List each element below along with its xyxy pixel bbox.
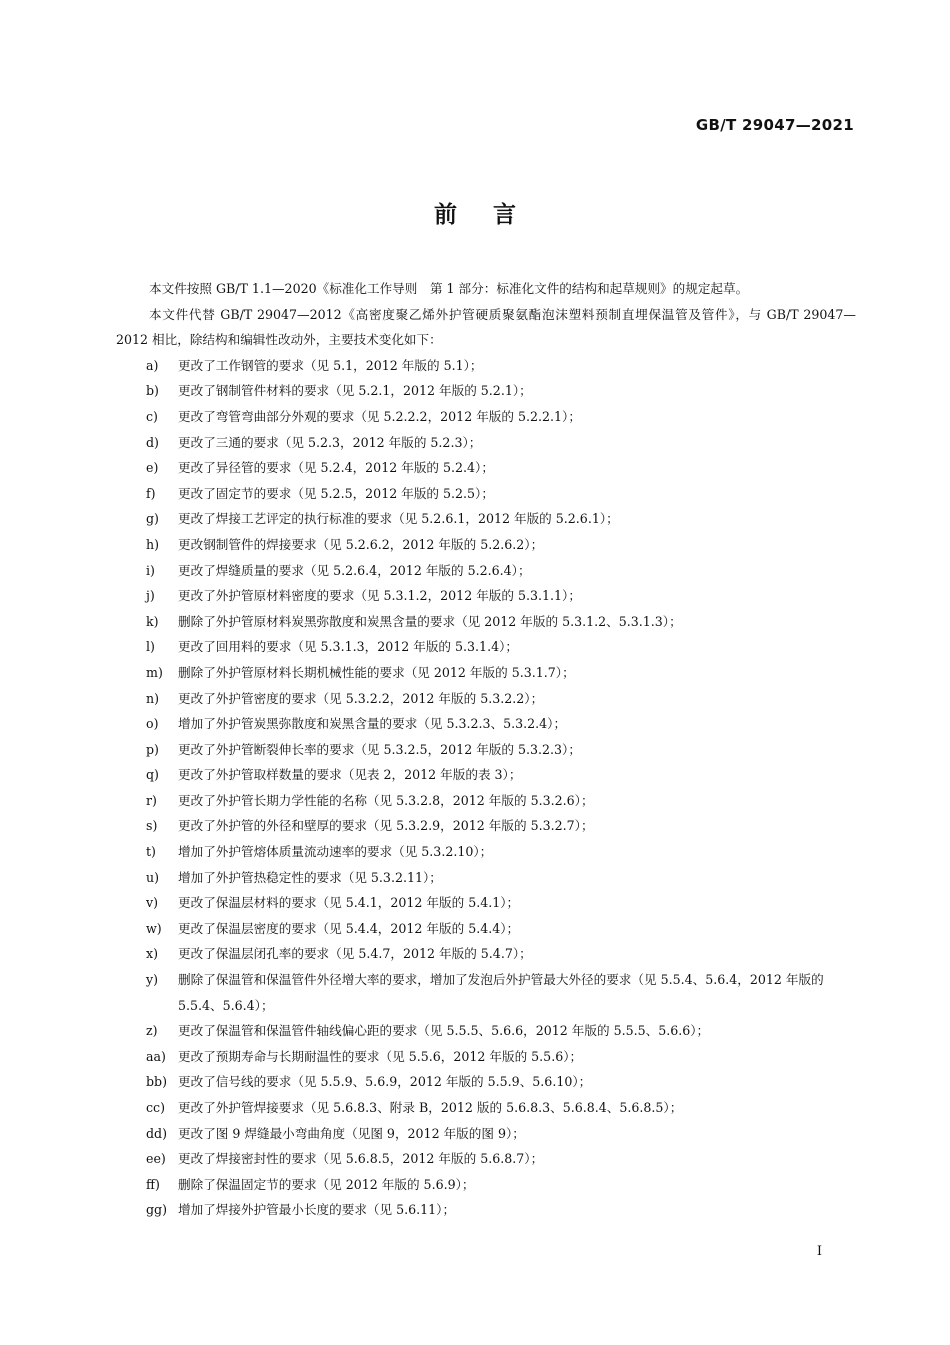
list-item [116,839,856,865]
list-item-marker: cc) [146,1100,166,1115]
page-number: I [816,1244,822,1259]
list-item [116,532,856,558]
list-item-marker: f) [146,485,156,501]
list-item-text: 增加了焊接外护管最小长度的要求（见 5.6.11）； [178,1202,456,1218]
list-item [116,1197,856,1223]
list-item-marker: bb) [146,1074,168,1090]
list-item-marker: t) [146,844,156,860]
list-item-text: 更改了焊缝质量的要求（见 5.2.6.4，2012 年版的 5.2.6.4）； [178,562,531,578]
list-item [116,711,856,737]
list-item-marker: d) [146,434,159,450]
list-item-marker: aa) [146,1048,166,1064]
standard-code: GB/T 29047—2021 [695,116,854,134]
list-item-text: 更改了预期寿命与长期耐温性的要求（见 5.5.6，2012 年版的 5.5.6）； [178,1048,583,1064]
intro-paragraph-drafting: 本文件按照 GB/T 1.1—2020《标准化工作导则 第 1 部分：标准化文件的结构和起草规则》的规定起草。 [149,281,749,296]
list-item-text: 更改了外护管原材料密度的要求（见 5.3.1.2，2012 年版的 5.3.1.1）； [178,588,581,604]
list-item [116,609,856,635]
list-item-marker: h) [146,536,160,552]
list-item-marker: l) [146,639,155,655]
list-item-marker: x) [146,946,159,962]
list-item-text: 更改了回用料的要求（见 5.3.1.3，2012 年版的 5.3.1.4）； [178,639,518,655]
list-item [116,916,856,942]
list-item-text: 更改了图 9 焊缝最小弯曲角度（见图 9，2012 年版的图 9）； [178,1125,525,1141]
list-item-marker: m) [146,664,163,680]
list-item-text: 增加了外护管炭黑弥散度和炭黑含量的要求（见 5.3.2.3、5.3.2.4）； [178,716,567,732]
list-item-marker: b) [146,383,159,399]
list-item-marker: v) [146,895,159,911]
foreword-body [116,276,856,1223]
list-item-text: 删除了外护管原材料长期机械性能的要求（见 2012 年版的 5.3.1.7）； [178,664,575,680]
list-item-text: 更改了焊接工艺评定的执行标准的要求（见 5.2.6.1，2012 年版的 5.2.6.1）； [178,511,619,527]
list-item-text: 删除了外护管原材料炭黑弥散度和炭黑含量的要求（见 2012 年版的 5.3.1.2、5.3.1.3）； [178,613,682,629]
list-item-marker: w) [146,920,162,936]
list-item [116,430,856,456]
list-item-text: 删除了保温管和保温管件外径增大率的要求，增加了发泡后外护管最大外径的要求（见 5.5.4、5.6.4，2012 年版的 5.5.4、5.6.4）； [178,972,824,1013]
list-item [116,1044,856,1070]
list-item-text: 更改了外护管的外径和壁厚的要求（见 5.3.2.9，2012 年版的 5.3.2.7）； [178,818,594,834]
list-item-text: 更改了三通的要求（见 5.2.3，2012 年版的 5.2.3）； [178,434,482,450]
list-item [116,686,856,712]
list-item [116,1095,856,1121]
list-item [116,788,856,814]
list-item [116,1018,856,1044]
list-item [116,506,856,532]
list-item [116,1069,856,1095]
list-item-marker: p) [146,741,159,757]
list-item-marker: dd) [146,1125,168,1141]
list-item [116,660,856,686]
list-item-text: 更改了保温层材料的要求（见 5.4.1，2012 年版的 5.4.1）； [178,895,520,911]
list-item-text: 更改了钢制管件材料的要求（见 5.2.1，2012 年版的 5.2.1）； [178,383,532,399]
page-title: 前言 [434,202,552,228]
list-item-marker: z) [146,1023,158,1039]
list-item [116,481,856,507]
technical-changes-list [116,353,856,1223]
list-item [116,967,856,1018]
list-item-marker: i) [146,562,155,578]
list-item-text: 更改了保温层密度的要求（见 5.4.4，2012 年版的 5.4.4）； [178,920,520,936]
list-item-marker: a) [146,357,159,373]
list-item-marker: j) [146,588,155,604]
list-item-text: 更改了固定节的要求（见 5.2.5，2012 年版的 5.2.5）； [178,485,494,501]
list-item-marker: ee) [146,1151,166,1167]
list-item-marker: q) [146,767,159,783]
list-item [116,583,856,609]
list-item-text: 更改了外护管长期力学性能的名称（见 5.3.2.8，2012 年版的 5.3.2.6）； [178,792,594,808]
list-item [116,865,856,891]
list-item-text: 增加了外护管热稳定性的要求（见 5.3.2.11）； [178,869,442,885]
list-item [116,558,856,584]
list-item-marker: g) [146,511,159,527]
list-item-marker: y) [146,972,159,988]
list-item [116,737,856,763]
list-item-text: 更改了工作钢管的要求（见 5.1，2012 年版的 5.1）； [178,357,483,373]
list-item-text: 更改了外护管断裂伸长率的要求（见 5.3.2.5，2012 年版的 5.3.2.3）； [178,741,581,757]
list-item [116,890,856,916]
list-item [116,813,856,839]
list-item-marker: k) [146,613,159,629]
intro-paragraph-replacement: 本文件代替 GB/T 29047—2012《高密度聚乙烯外护管硬质聚氨酯泡沫塑料预制直埋保温管及管件》，与 GB/T 29047—2012 相比，除结构和编辑性改动外，主要技术变化如下： [116,306,856,348]
list-item-marker: c) [146,408,158,424]
list-item [116,455,856,481]
list-item [116,1121,856,1147]
list-item-text: 更改了外护管密度的要求（见 5.3.2.2，2012 年版的 5.3.2.2）； [178,690,544,706]
list-item-marker: o) [146,716,159,732]
list-item-text: 删除了保温固定节的要求（见 2012 年版的 5.6.9）； [178,1176,475,1192]
list-item-marker: ff) [146,1176,160,1192]
list-item [116,941,856,967]
list-item-marker: n) [146,690,160,706]
list-item-marker: gg) [146,1202,168,1218]
list-item-text: 更改了异径管的要求（见 5.2.4，2012 年版的 5.2.4）； [178,460,494,476]
list-item-text: 更改了外护管取样数量的要求（见表 2，2012 年版的表 3）； [178,767,522,783]
list-item-text: 更改了弯管弯曲部分外观的要求（见 5.2.2.2，2012 年版的 5.2.2.1）； [178,408,581,424]
list-item-text: 增加了外护管熔体质量流动速率的要求（见 5.3.2.10）； [178,844,493,860]
list-item [116,378,856,404]
list-item [116,762,856,788]
list-item-text: 更改了信号线的要求（见 5.5.9、5.6.9，2012 年版的 5.5.9、5.6.10）； [178,1074,592,1090]
list-item-text: 更改了焊接密封性的要求（见 5.6.8.5，2012 年版的 5.6.8.7）； [178,1151,544,1167]
list-item-text: 更改钢制管件的焊接要求（见 5.2.6.2，2012 年版的 5.2.6.2）； [178,536,544,552]
list-item-text: 更改了保温管和保温管件轴线偏心距的要求（见 5.5.5、5.6.6，2012 年版的 5.5.5、5.6.6）； [178,1023,710,1039]
list-item-text: 更改了外护管焊接要求（见 5.6.8.3、附录 B，2012 版的 5.6.8.3、5.6.8.4、5.6.8.5）； [178,1100,683,1115]
list-item-marker: e) [146,460,159,476]
list-item [116,1146,856,1172]
list-item [116,1172,856,1198]
list-item [116,404,856,430]
list-item [116,353,856,379]
list-item-marker: u) [146,869,160,885]
list-item [116,634,856,660]
list-item-marker: s) [146,818,158,834]
list-item-marker: r) [146,792,157,808]
list-item-text: 更改了保温层闭孔率的要求（见 5.4.7，2012 年版的 5.4.7）； [178,946,532,962]
